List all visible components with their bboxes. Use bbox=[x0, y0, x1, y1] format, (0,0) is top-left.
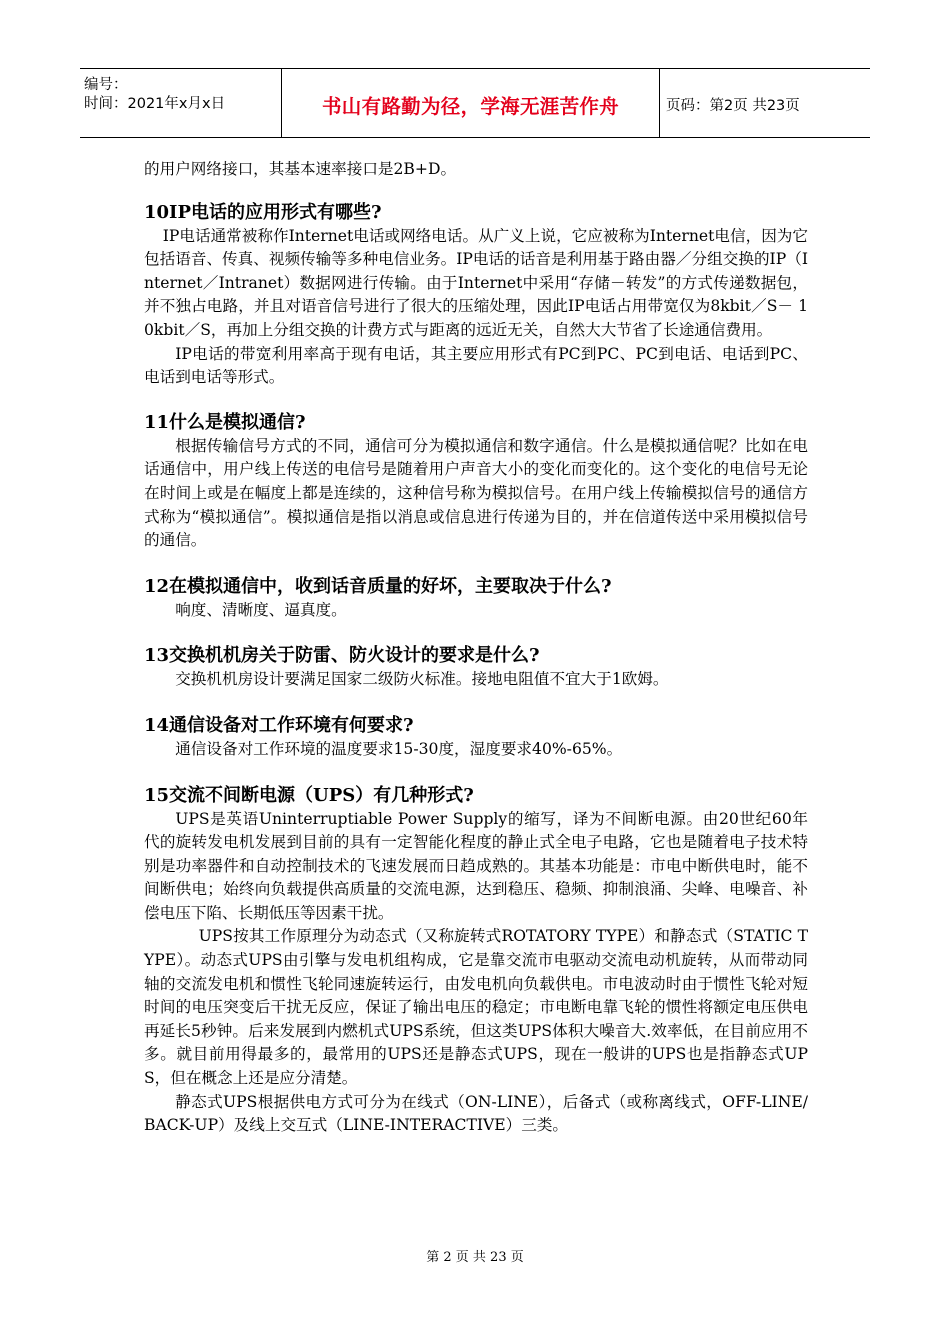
paragraph: UPS按其工作原理分为动态式（又称旋转式ROTATORY TYPE）和静态式（STATIC TYPE）。动态式UPS由引擎与发电机组构成，它是靠交流市电驱动交流电动机旋转，从而带动同轴的交流发电机和惯性飞轮同速旋转运行，由发电机向负载供电。市电波动时由于惯性飞轮对短时间的电压突变后干扰无反应，保证了输出电压的稳定；市电断电靠飞轮的惯性将额定电压供电再延长5秒钟。后来发展到内燃机式UPS系统，但这类UPS体积大噪音大.效率低，在目前应用不多。就目前用得最多的，最常用的UPS还是静态式UPS，现在一般讲的UPS也是指静态式UPS，但在概念上还是应分清楚。 bbox=[144, 927, 808, 1088]
section-heading: 12在模拟通信中，收到话音质量的好坏，主要取决于什么? bbox=[144, 575, 612, 597]
paragraph: 交换机机房设计要满足国家二级防火标准。接地电阻值不宜大于1欧姆。 bbox=[175, 670, 669, 689]
time-label: 时间：2021年x月x日 bbox=[84, 96, 226, 112]
header-motto-cell bbox=[282, 69, 660, 137]
paragraph: UPS是英语Uninterruptiable Power Supply的缩写，译为不间断电源。由20世纪60年代的旋转发电机发展到目前的具有一定智能化程度的静止式全电子电路，它也是随着电子技术特别是功率器件和自动控制技术的飞速发展而日趋成熟的。其基本功能是：市电中断供电时，能不间断供电；始终向负载提供高质量的交流电源，达到稳压、稳频、抑制浪涌、尖峰、电噪音、补偿电压下陷、长期低压等因素干扰。 bbox=[144, 809, 808, 922]
paragraph: 通信设备对工作环境的温度要求15-30度，湿度要求40%-65%。 bbox=[175, 739, 623, 758]
section-heading: 14通信设备对工作环境有何要求? bbox=[144, 714, 414, 736]
document-body bbox=[144, 158, 808, 1138]
paragraph: IP电话的带宽利用率高于现有电话，其主要应用形式有PC到PC、PC到电话、电话到PC、电话到电话等形式。 bbox=[144, 344, 808, 387]
page-footer: 第 2 页 共 23 页 bbox=[426, 1250, 524, 1265]
section-heading: 11什么是模拟通信? bbox=[144, 411, 306, 433]
section-heading: 13交换机机房关于防雷、防火设计的要求是什么? bbox=[144, 645, 540, 667]
number-label: 编号： bbox=[84, 77, 128, 93]
page-info: 页码：第2页 共23页 bbox=[666, 98, 800, 114]
page-header bbox=[80, 68, 870, 138]
motto: 书山有路勤为径，学海无涯苦作舟 bbox=[321, 95, 619, 118]
paragraph: 根据传输信号方式的不同，通信可分为模拟通信和数字通信。什么是模拟通信呢？比如在电话通信中，用户线上传送的电信号是随着用户声音大小的变化而变化的。这个变化的电信号无论在时间上或是在幅度上都是连续的，这种信号称为模拟信号。在用户线上传输模拟信号的通信方式称为“模拟通信”。模拟通信是指以消息或信息进行传递为目的，并在信道传送中采用模拟信号的通信。 bbox=[144, 436, 808, 550]
header-page-cell bbox=[660, 69, 870, 137]
section-heading: 10IP电话的应用形式有哪些? bbox=[144, 201, 382, 223]
intro-line: 的用户网络接口，其基本速率接口是2B+D。 bbox=[144, 160, 457, 178]
paragraph: IP电话通常被称作Internet电话或网络电话。从广义上说，它应被称为Internet电信，因为它包括语音、传真、视频传输等多种电信业务。IP电话的话音是利用基于路由器／分组交换的IP（Internet／Intranet）数据网进行传输。由于Internet中采用“存储－转发”的方式传递数据包，并不独占电路，并且对语音信号进行了很大的压缩处理，因此IP电话占用带宽仅为8kbit／S－ 10kbit／S，再加上分组交换的计费方式与距离的远近无关，自然大大节省了长途通信费用。 bbox=[144, 226, 808, 339]
paragraph: 静态式UPS根据供电方式可分为在线式（ON-LINE），后备式（或称离线式，OFF-LINE/BACK-UP）及线上交互式（LINE-INTERACTIVE）三类。 bbox=[144, 1092, 808, 1135]
section-heading: 15交流不间断电源（UPS）有几种形式? bbox=[144, 784, 474, 806]
header-meta-cell bbox=[80, 69, 282, 137]
paragraph: 响度、清晰度、逼真度。 bbox=[175, 600, 347, 619]
